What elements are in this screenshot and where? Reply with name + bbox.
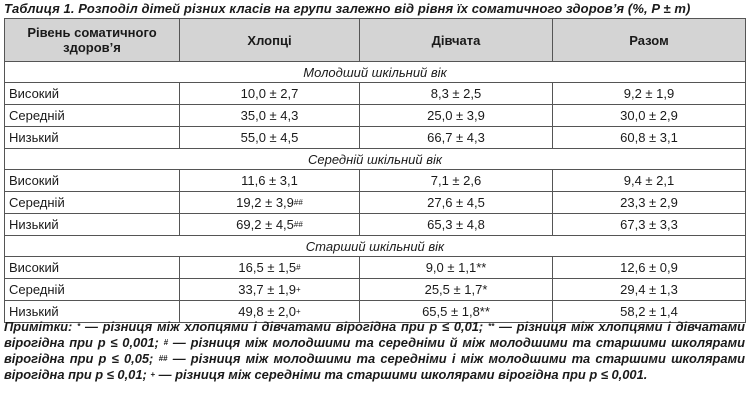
cell-boys: 16,5 ± 1,5# [180,257,360,279]
table-caption: Таблиця 1. Розподіл дітей різних класів на групи залежно від рівня їх соматичного здоров’я (%, P ± m) [4,1,691,16]
row-label: Низький [5,214,180,236]
cell-total: 60,8 ± 3,1 [553,127,746,149]
cell-boys: 11,6 ± 3,1 [180,170,360,192]
header-boys: Хлопці [180,19,360,62]
header-girls: Дівчата [360,19,553,62]
table-row [5,170,746,192]
cell-total: 23,3 ± 2,9 [553,192,746,214]
row-label: Середній [5,192,180,214]
cell-boys-mark: + [296,285,301,294]
cell-boys: 69,2 ± 4,5## [180,214,360,236]
cell-boys: 35,0 ± 4,3 [180,105,360,127]
header-level: Рівень соматичного здоров’я [5,19,180,62]
row-label: Середній [5,105,180,127]
section-row [5,236,746,257]
row-label: Низький [5,301,180,323]
table-row [5,127,746,149]
header-total: Разом [553,19,746,62]
cell-boys: 49,8 ± 2,0+ [180,301,360,323]
cell-total: 30,0 ± 2,9 [553,105,746,127]
cell-girls: 7,1 ± 2,6 [360,170,553,192]
cell-boys-mark: # [296,263,301,272]
cell-girls: 66,7 ± 4,3 [360,127,553,149]
row-label: Середній [5,279,180,301]
cell-girls: 25,0 ± 3,9 [360,105,553,127]
cell-boys: 55,0 ± 4,5 [180,127,360,149]
cell-boys-mark: + [296,307,301,316]
section-title: Молодший шкільний вік [5,62,746,83]
section-row [5,62,746,83]
row-label: Високий [5,257,180,279]
cell-girls: 8,3 ± 2,5 [360,83,553,105]
section-title: Середній шкільний вік [5,149,746,170]
table-row [5,214,746,236]
table-row [5,83,746,105]
row-label: Низький [5,127,180,149]
cell-total: 29,4 ± 1,3 [553,279,746,301]
cell-girls: 9,0 ± 1,1** [360,257,553,279]
cell-total: 67,3 ± 3,3 [553,214,746,236]
cell-boys-mark: ## [293,198,303,207]
cell-girls: 65,3 ± 4,8 [360,214,553,236]
cell-total: 9,2 ± 1,9 [553,83,746,105]
header-row [5,19,746,62]
cell-boys: 33,7 ± 1,9+ [180,279,360,301]
cell-girls: 65,5 ± 1,8** [360,301,553,323]
cell-total: 58,2 ± 1,4 [553,301,746,323]
cell-total: 9,4 ± 2,1 [553,170,746,192]
cell-boys: 19,2 ± 3,9## [180,192,360,214]
cell-girls: 25,5 ± 1,7* [360,279,553,301]
section-row [5,149,746,170]
table-notes: Примітки: * — різниця між хлопцями і дівчатами вірогідна при p ≤ 0,01; ** — різниця між хлопцями і дівчатами вірогідна при p ≤ 0,001; # — різниця між молодшими та середніми й між молодшими та старшими школярами вірогідна при p ≤ 0,05; ## — різниця між молодшими та середніми і між молодшими та старшими школярами вірогідна при p ≤ 0,01; + — різниця між середніми та старшими школярами вірогідна при p ≤ 0,001. [4,319,746,382]
cell-boys-mark: ## [293,220,303,229]
cell-boys: 10,0 ± 2,7 [180,83,360,105]
cell-total: 12,6 ± 0,9 [553,257,746,279]
section-title: Старший шкільний вік [5,236,746,257]
table-row [5,257,746,279]
row-label: Високий [5,170,180,192]
cell-girls: 27,6 ± 4,5 [360,192,553,214]
table-row [5,279,746,301]
table-row [5,105,746,127]
table-row [5,192,746,214]
data-table [4,18,746,323]
row-label: Високий [5,83,180,105]
